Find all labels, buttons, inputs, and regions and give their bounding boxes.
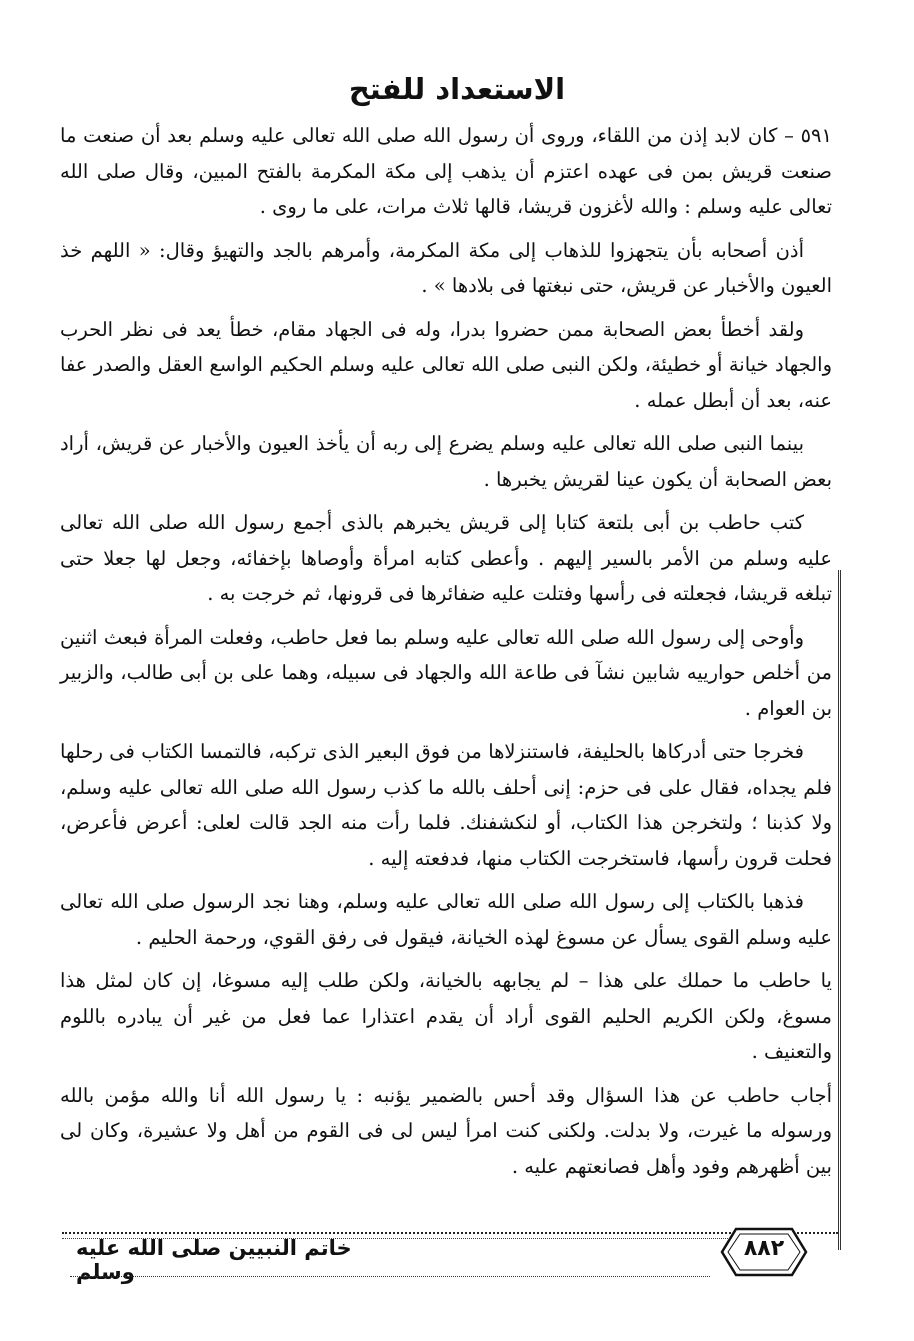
footer-underline (70, 1276, 710, 1277)
paragraph: وأوحى إلى رسول الله صلى الله تعالى عليه وسلم بما فعل حاطب، وفعلت المرأة فبعث اثنين من أخلص حوارييه شابين نشآ فى طاعة الله والجهاد فى سبيله، وهما على بن أبى طالب، والزبير بن العوام . (60, 625, 832, 720)
paragraph: ولقد أخطأ بعض الصحابة ممن حضروا بدرا، وله فى الجهاد مقام، خطأ يعد فى نظر الحرب والجهاد خيانة أو خطيئة، ولكن النبى صلى الله تعالى عليه وسلم الحكيم الواسع العقل والصدر عفا عنه، بعد أن أبطل عمله . (60, 317, 832, 412)
page-number: ٨٨٢ (743, 1236, 785, 1261)
paragraph: كتب حاطب بن أبى بلتعة كتابا إلى قريش يخبرهم بالذى أجمع رسول الله صلى الله تعالى عليه وسلم من الأمر بالسير إليهم . وأعطى كتابه امرأة وأوصاها بإخفائه، وجعل لها جعلا حتى تبلغه قريشا، فجعلته فى رأسها وفتلت عليه ضفائرها فى قرونها، ثم خرجت به . (60, 511, 832, 605)
paragraph: فذهبا بالكتاب إلى رسول الله صلى الله تعالى عليه وسلم، وهنا نجد الرسول صلى الله تعالى عليه وسلم القوى يسأل عن مسوغ لهذه الخيانة، فيقول فى رفق القوي، ورحمة الحليم . (60, 890, 832, 949)
side-border-rule (838, 570, 841, 1250)
page-title: الاستعداد للفتح (348, 72, 566, 106)
page-number-badge (718, 1225, 810, 1279)
paragraph-591: ٥٩١ – كان لابد إذن من اللقاء، وروى أن رسول الله صلى الله تعالى عليه وسلم بعد أن صنعت ما صنعت قريش بمن فى عهده اعتزم أن يذهب إلى مكة المكرمة بالفتح المبين، وقال صلى الله تعالى عليه وسلم : والله لأغزون قريشا، قالها ثلاث مرات، على ما روى . (60, 124, 832, 218)
book-title: خاتم النبيين صلى الله عليه وسلم (76, 1236, 352, 1284)
paragraph: فخرجا حتى أدركاها بالحليفة، فاستنزلاها من فوق البعير الذى تركبه، فالتمسا الكتاب فى رحلها فلم يجداه، فقال على فى حزم: إنى أحلف بالله ما كذب رسول الله صلى الله تعالى عليه وسلم، ولا كذبنا ؛ ولتخرجن هذا الكتاب، أو لنكشفنك. فلما رأت منه الجد قالت لعلى: أعرض فأعرض، فحلت قرون رأسها، فاستخرجت الكتاب منها، فدفعته إليه . (60, 740, 832, 870)
paragraph: يا حاطب ما حملك على هذا – لم يجابهه بالخيانة، ولكن طلب إليه مسوغا، إن كان لمثل هذا مسوغ، ولكن الكريم الحليم القوى أراد أن يقدم اعتذارا عما فعل من غير أن يبادره باللوم والتعنيف . (60, 969, 832, 1063)
body-text (60, 118, 832, 1192)
paragraph: أذن أصحابه بأن يتجهزوا للذهاب إلى مكة المكرمة، وأمرهم بالجد والتهيؤ وقال: « اللهم خذ العيون والأخبار عن قريش، حتى نبغتها فى بلادها » . (60, 238, 832, 297)
paragraph: بينما النبى صلى الله تعالى عليه وسلم يضرع إلى ربه أن يأخذ العيون والأخبار عن قريش، أراد بعض الصحابة أن يكون عينا لقريش يخبرها . (60, 432, 832, 491)
paragraph: أجاب حاطب عن هذا السؤال وقد أحس بالضمير يؤنبه : يا رسول الله أنا والله مؤمن بالله ورسوله ما غيرت، ولا بدلت. ولكنى كنت امرأ ليس لى فى القوم من أهل ولا عشيرة، وكان لى بين أظهرهم وفود وأهل فصانعتهم عليه . (60, 1083, 832, 1178)
